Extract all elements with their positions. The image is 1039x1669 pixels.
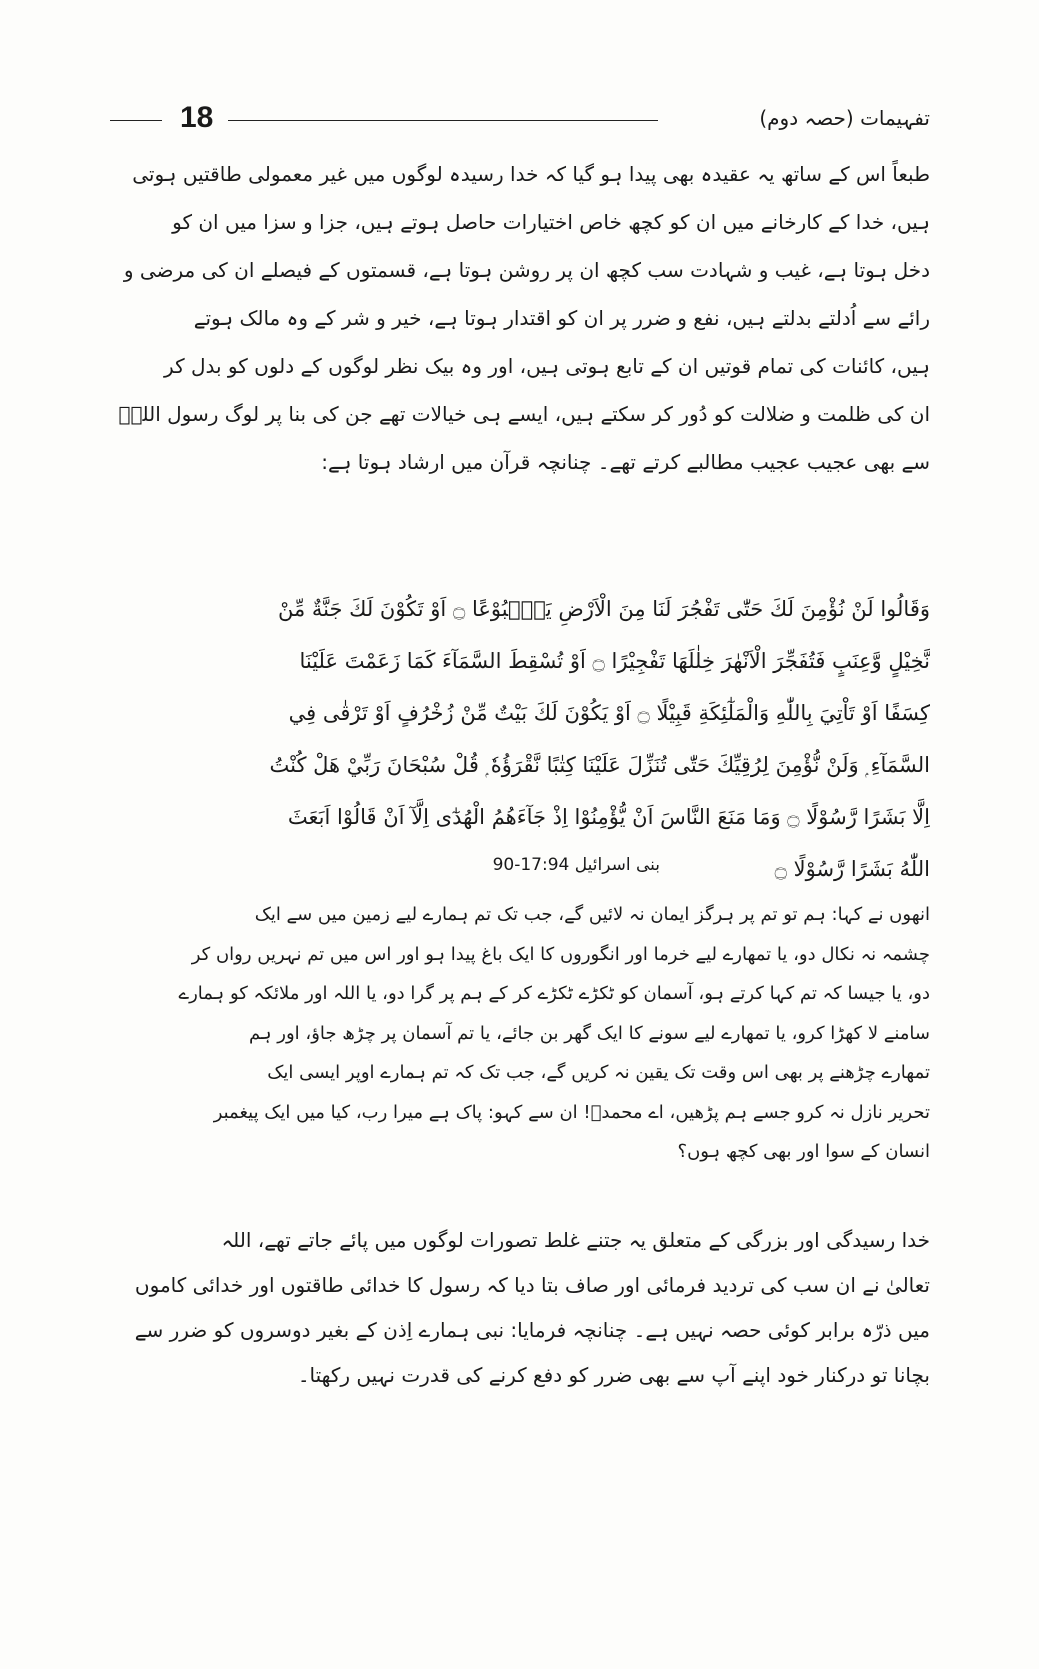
paragraph-line: تعالیٰ نے ان سب کی تردید فرمائی اور صاف بتا دیا کہ رسول کا خدائی طاقتوں اور خدائی کاموں [134,1273,930,1297]
paragraph-line: ہیں، خدا کے کارخانے میں ان کو کچھ خاص اختیارات حاصل ہوتے ہیں، جزا و سزا میں ان کو [172,210,930,234]
verse-line: اللّٰهُ بَشَرًا رَّسُوْلًا ۝ [774,857,930,881]
header-rule-middle [228,120,658,121]
verse-line: وَقَالُوا لَنْ نُؤْمِنَ لَكَ حَتّٰى تَفْجُرَ لَنَا مِنَ الْاَرْضِ يَنْۢبُوْعًا ۝ اَوْ تَكُوْنَ لَكَ جَنَّةٌ مِّنْ [277,597,930,621]
paragraph-line: طبعاً اس کے ساتھ یہ عقیدہ بھی پیدا ہو گیا کہ خدا رسیدہ لوگوں میں غیر معمولی طاقتیں ہوتی [132,162,930,186]
quran-verses [110,583,930,895]
translation-line: دو، یا جیسا کہ تم کہا کرتے ہو، آسمان کو ٹکڑے ٹکڑے کر کے ہم پر گرا دو، یا اللہ اور ملائکہ کو ہمارے [178,983,930,1004]
header-rule-left [110,120,162,121]
verse-line: السَّمَآءِ ۭ وَلَنْ نُّؤْمِنَ لِرُقِيِّكَ حَتّٰى تُنَزِّلَ عَلَيْنَا كِتٰبًا نَّقْرَؤُهٗ ۭ قُلْ سُبْحَانَ رَبِّيْ هَلْ كُنْتُ [269,753,930,777]
verse-line: اِلَّا بَشَرًا رَّسُوْلًا ۝ وَمَا مَنَعَ النَّاسَ اَنْ يُّؤْمِنُوْا اِذْ جَآءَهُمُ الْهُدٰٓى اِلَّآ اَنْ قَالُوْا اَبَعَثَ [287,805,930,829]
paragraph-line: رائے سے اُدلتے بدلتے ہیں، نفع و ضرر پر ان کو اقتدار ہوتا ہے، خیر و شر کے وہ مالک ہوتے [193,306,930,330]
paragraph-line: میں ذرّہ برابر کوئی حصہ نہیں ہے۔ چنانچہ فرمایا: نبی ہمارے اِذن کے بغیر دوسروں کو ضرر سے [134,1318,930,1342]
paragraph-line: دخل ہوتا ہے، غیب و شہادت سب کچھ ان پر روشن ہوتا ہے، قسمتوں کے فیصلے ان کی مرضی و [123,258,930,282]
paragraph-line: ہیں، کائنات کی تمام قوتیں ان کے تابع ہوتی ہیں، اور وہ بیک نظر لوگوں کے دلوں کو بدل کر [164,354,930,378]
running-head: تفہیمات (حصہ دوم) [759,106,930,130]
paragraph-line: سے بھی عجیب عجیب مطالبے کرتے تھے۔ چنانچہ قرآن میں ارشاد ہوتا ہے: [321,450,930,474]
translation-line: تحریر نازل نہ کرو جسے ہم پڑھیں، اے محمدؐ! ان سے کہو: پاک ہے میرا رب، کیا میں ایک پیغمبر [213,1101,930,1123]
intro-paragraph [110,150,930,486]
paragraph-line: بچانا تو درکنار خود اپنے آپ سے بھی ضرر کو دفع کرنے کی قدرت نہیں رکھتا۔ [297,1363,930,1387]
verse-line: كِسَفًا اَوْ تَاْتِيَ بِاللّٰهِ وَالْمَلٰٓئِكَةِ قَبِيْلًا ۝ اَوْ يَكُوْنَ لَكَ بَيْتٌ مِّنْ زُخْرُفٍ اَوْ تَرْقٰى فِي [288,701,930,725]
translation-line: تمھارے چڑھنے پر بھی اس وقت تک یقین نہ کریں گے، جب تک کہ تم ہمارے اوپر ایسی ایک [267,1062,930,1083]
paragraph-line: خدا رسیدگی اور بزرگی کے متعلق یہ جتنے غلط تصورات لوگوں میں پائے جاتے تھے، اللہ [221,1228,930,1252]
translation-paragraph [110,895,930,1172]
closing-paragraph [110,1218,930,1398]
page-number: 18 [180,101,214,134]
translation-line: سامنے لا کھڑا کرو، یا تمھارے لیے سونے کا ایک گھر بن جائے، یا تم آسمان پر چڑھ جاؤ، اور ہم [249,1022,930,1044]
verse-reference: بنی اسرائیل 17:94-90 [492,855,660,875]
translation-line: انسان کے سوا اور بھی کچھ ہوں؟ [677,1141,930,1162]
translation-line: انھوں نے کہا: ہم تو تم پر ہرگز ایمان نہ لائیں گے، جب تک تم ہمارے لیے زمین میں سے ایک [254,904,930,925]
verse-line: نَّخِيْلٍ وَّعِنَبٍ فَتُفَجِّرَ الْاَنْهٰرَ خِلٰلَهَا تَفْجِيْرًا ۝ اَوْ تُسْقِطَ السَّمَآءَ كَمَا زَعَمْتَ عَلَيْنَا [299,649,930,673]
page-header [110,98,930,138]
paragraph-line: ان کی ظلمت و ضلالت کو دُور کر سکتے ہیں، ایسے ہی خیالات تھے جن کی بنا پر لوگ رسول اللہؐ [118,402,930,426]
translation-line: چشمہ نہ نکال دو، یا تمھارے لیے خرما اور انگوروں کا ایک باغ پیدا ہو اور اس میں تم نہریں رواں کر [191,943,930,965]
